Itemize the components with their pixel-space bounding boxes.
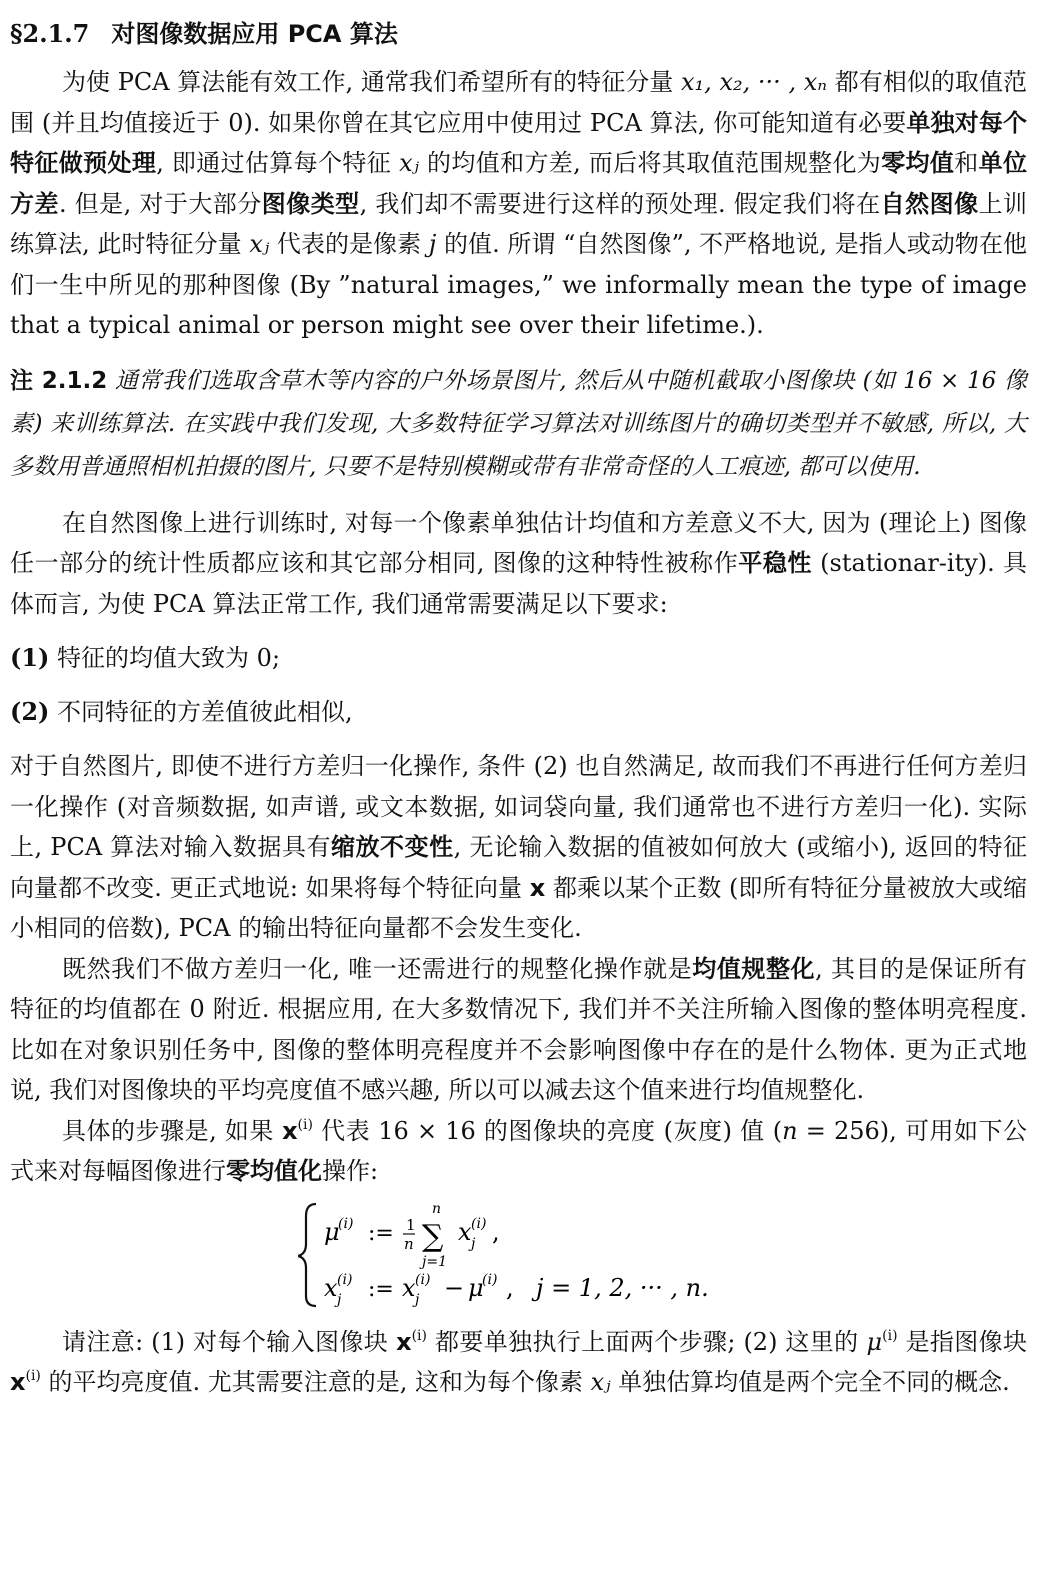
- text-run: , 我们却不需要进行这样的预处理. 假定我们将在: [359, 189, 881, 218]
- text-run: 和: [954, 149, 979, 177]
- sum-lower-limit: j=1: [422, 1253, 447, 1270]
- section-title: 对图像数据应用 PCA 算法: [111, 20, 398, 48]
- list-number: (2): [10, 697, 50, 726]
- paragraph-4: [10, 949, 1027, 1111]
- bold-term: 自然图像: [880, 189, 979, 218]
- superscript: (i): [25, 1368, 41, 1384]
- text-run: 的值. 所谓 “自然图像”, 不严格地说, 是指人或动物在他们一生中所见的那种图像 (By ”natural images,” we informally mean the type of image that a typical animal or person might see over their lifetime.).: [10, 230, 1028, 339]
- text-run: 都要单独执行上面两个步骤; (2) 这里的: [426, 1327, 867, 1356]
- note-block: [10, 360, 1027, 489]
- text-run: 的均值和方差, 而后将其取值范围规整化为: [418, 149, 882, 177]
- text-run: 单独估算均值是两个完全不同的概念.: [610, 1368, 1010, 1396]
- superscript: (i): [882, 1327, 898, 1344]
- fraction-numerator: 1: [406, 1215, 416, 1234]
- text-run: (stationar-ity). 具体而言, 为使 PCA 算法正常工作, 我们通常需要满足以下要求:: [10, 549, 1027, 618]
- bold-term: 缩放不变性: [331, 833, 454, 861]
- mu-superscript: (i): [338, 1215, 354, 1232]
- sum-upper-limit: n: [432, 1200, 442, 1217]
- assign-operator: :=: [368, 1220, 394, 1246]
- text-run: , 即通过估算每个特征: [156, 149, 400, 177]
- text-run: 都有相似的取值范围 (并且均值接近于 0). 如果你曾在其它应用中使用过 PCA 算法, 你可能知道有必要: [10, 68, 1027, 137]
- text-run: = 256), 可用如下公式来对每幅图像进行: [10, 1116, 1028, 1185]
- math-variable: xⱼ: [249, 230, 270, 258]
- text-run: 在自然图像上进行训练时, 对每一个像素单独估计均值和方差意义不大, 因为 (理论上) 图像任一部分的统计性质都应该和其它部分相同, 图像的这种特性被称作: [10, 508, 1027, 577]
- x-symbol: x: [402, 1273, 416, 1302]
- mu-symbol: μ: [468, 1273, 484, 1302]
- minus-operator: −: [444, 1273, 465, 1302]
- section-number: §2.1.7: [10, 19, 90, 48]
- fraction-denominator: n: [404, 1234, 414, 1253]
- x-superscript: (i): [415, 1271, 431, 1288]
- spacer: [10, 732, 1027, 746]
- list-text: 不同特征的方差值彼此相似,: [49, 698, 353, 726]
- bold-term: 平稳性: [738, 549, 812, 577]
- comma: ,: [506, 1273, 514, 1302]
- text-run: . 但是, 对于大部分: [58, 189, 262, 218]
- left-brace: [298, 1204, 316, 1306]
- text-run: , 其目的是保证所有特征的均值都在 0 附近. 根据应用, 在大多数情况下, 我们并不关注所输入图像的整体明亮程度. 比如在对象识别任务中, 图像的整体明亮程度并不会影响图像中存在的是什么物体. 更为正式地说, 我们对图像块的平均亮度值不感兴趣, 所以可以减去这个值来进行均值规整化.: [10, 954, 1028, 1104]
- text-run: 代表 16 × 16 的图像块的亮度 (灰度) 值 (: [312, 1116, 783, 1145]
- note-label: 注 2.1.2: [10, 367, 108, 394]
- assign-operator: :=: [368, 1276, 394, 1302]
- x-subscript: j: [415, 1291, 420, 1308]
- index-range: j = 1, 2, ··· , n.: [536, 1273, 709, 1302]
- math-variable: xⱼ: [399, 149, 419, 177]
- note-text: 通常我们选取含草木等内容的户外场景图片, 然后从中随机截取小图像块 (如 16 × 16 像素) 来训练算法. 在实践中我们发现, 大多数特征学习算法对训练图片的确切类型并不敏感, 所以, 大多数用普通照相机拍摄的图片, 只要不是特别模糊或带有非常奇怪的人工痕迹, 都可以使用.: [10, 367, 1027, 480]
- list-text: 特征的均值大致为 0;: [49, 644, 281, 672]
- text-run: 请注意: (1) 对每个输入图像块: [62, 1327, 397, 1356]
- paragraph-3: [10, 746, 1027, 949]
- text-run: 都乘以某个正数 (即所有特征分量被放大或缩小相同的倍数), PCA 的输出特征向量都不会发生变化.: [10, 873, 1027, 942]
- list-item-1: [10, 638, 1027, 678]
- bold-term: 单独对每个特征做预处理: [10, 108, 1028, 177]
- bold-term: 单位方差: [10, 149, 1028, 218]
- math-variable: μ: [866, 1327, 883, 1356]
- paragraph-1: [10, 62, 1027, 346]
- spacer: [10, 624, 1027, 638]
- text-run: 具体的步骤是, 如果: [62, 1116, 283, 1145]
- math-variables: x₁, x₂, ··· , xₙ: [681, 68, 828, 96]
- bold-term: 零均值化: [226, 1157, 322, 1185]
- superscript: (i): [297, 1116, 313, 1133]
- bold-vector: x: [396, 1327, 412, 1356]
- text-run: 既然我们不做方差归一化, 唯一还需进行的规整化操作就是: [62, 954, 693, 983]
- bold-term: 零均值: [881, 149, 955, 177]
- spacer: [10, 489, 1027, 503]
- formula-svg: [298, 1200, 718, 1310]
- mu-symbol: μ: [324, 1217, 340, 1246]
- x-symbol: x: [458, 1217, 472, 1246]
- bold-term: 图像类型: [261, 189, 360, 218]
- x-symbol: x: [324, 1273, 338, 1302]
- text-run: 是指图像块: [897, 1327, 1028, 1356]
- math-variable: j: [428, 230, 437, 258]
- paragraph-6: [10, 1322, 1027, 1403]
- text-run: 操作:: [322, 1157, 379, 1185]
- text-run: , 无论输入数据的值被如何放大 (或缩小), 返回的特征向量都不改变. 更正式地说: 如果将每个特征向量: [10, 833, 1028, 902]
- comma: ,: [492, 1217, 500, 1246]
- spacer: [10, 678, 1027, 692]
- sum-symbol: ∑: [422, 1218, 444, 1254]
- text-run: 代表的是像素: [269, 230, 429, 258]
- mu-superscript: (i): [482, 1271, 498, 1288]
- text-run: 对于自然图片, 即使不进行方差归一化操作, 条件 (2) 也自然满足, 故而我们不再进行任何方差归一化操作 (对音频数据, 如声谱, 或文本数据, 如词袋向量, 我们通常也不进行方差归一化). 实际上, PCA 算法对输入数据具有: [10, 752, 1027, 861]
- paragraph-5: [10, 1111, 1027, 1192]
- math-variable: n: [782, 1116, 798, 1145]
- math-variable: xⱼ: [590, 1368, 611, 1396]
- text-run: 为使 PCA 算法能有效工作, 通常我们希望所有的特征分量: [62, 68, 682, 96]
- x-subscript: j: [471, 1235, 476, 1252]
- formula-block: [10, 1200, 1027, 1310]
- bold-vector: x: [10, 1368, 26, 1396]
- x-subscript: j: [337, 1291, 342, 1308]
- paragraph-2: [10, 503, 1027, 625]
- section-heading: [10, 14, 1027, 54]
- text-run: 的平均亮度值. 尤其需要注意的是, 这和为每个像素: [40, 1368, 591, 1396]
- x-superscript: (i): [471, 1215, 487, 1232]
- bold-vector: x: [282, 1116, 298, 1145]
- text-run: 上训练算法, 此时特征分量: [10, 189, 1028, 258]
- bold-vector: x: [529, 873, 546, 902]
- bold-term: 均值规整化: [692, 954, 816, 983]
- list-number: (1): [10, 643, 50, 672]
- list-item-2: [10, 692, 1027, 732]
- superscript: (i): [411, 1327, 427, 1344]
- x-superscript: (i): [337, 1271, 353, 1288]
